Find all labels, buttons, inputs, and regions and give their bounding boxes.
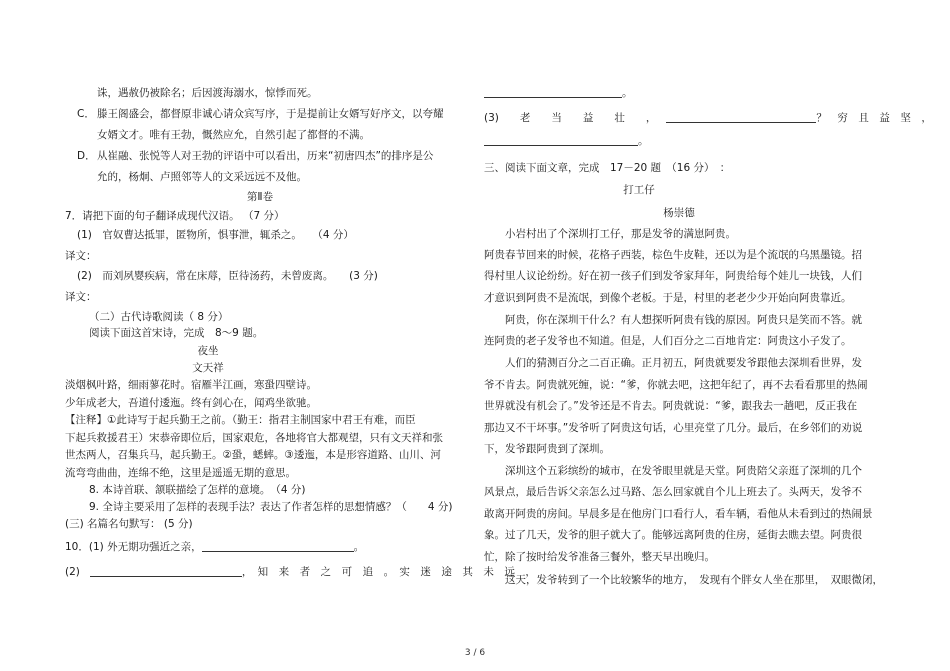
section-2-title: 第Ⅱ卷 bbox=[246, 191, 274, 203]
question-10-2-text: ， 知 来 者 之 可 追 。 实 迷 途 其 未 远 ， bbox=[241, 566, 536, 578]
question-9: 9. 全诗主要采用了怎样的表现手法？表达了作者怎样的思想情感？（ 4 分) bbox=[89, 501, 453, 513]
option-d-line1: 从崔融、张悦等人对王勃的评语中可以看出，历来“初唐四杰”的排序是公 bbox=[97, 150, 434, 162]
paragraph-5-line-4: 象。过了几天，发爷的胆子就大了。能够远离阿贵的住房，延街去瞧去望。阿贵很 bbox=[484, 529, 862, 541]
paragraph-6-line-1: 这天，发爷转到了一个比较繁华的地方， 发现有个胖女人坐在那里， 双眼微闭， bbox=[505, 574, 883, 586]
question-7: 7．请把下面的句子翻译成现代汉语。 （7 分） bbox=[65, 210, 285, 222]
poem-line-1: 淡烟枫叶路，细雨蓼花时。宿雁半江画，寒蛩四壁诗。 bbox=[65, 379, 317, 391]
paragraph-2-line-3: 才意识到阿贵不是流氓，到像个老板。于是，村里的老老少少开始向阿贵靠近。 bbox=[484, 292, 852, 304]
paragraph-3-line-1: 阿贵，你在深圳干什么？有人想探听阿贵有钱的原因。阿贵只是笑而不答。就 bbox=[505, 314, 862, 326]
poem-author: 文天祥 bbox=[192, 362, 224, 374]
answer-blank-continuation[interactable] bbox=[484, 84, 622, 98]
answer-blank-10-1[interactable] bbox=[202, 538, 354, 552]
option-c-label: C． bbox=[77, 108, 95, 120]
annotation-line-3: 世杰两人，召集兵马，起兵勤王。②蛩，蟋蟀。③逶迤，本是形容道路、山川、河 bbox=[65, 449, 441, 461]
article-title: 打工仔 bbox=[623, 184, 655, 196]
paragraph-1: 小岩村出了个深圳打工仔，那是发爷的满崽阿贵。 bbox=[505, 228, 736, 240]
page-number: 3 / 6 bbox=[464, 648, 486, 658]
question-10-1-text: 10．(1) 外无期功强近之亲， bbox=[65, 541, 202, 553]
section-3-heading: (三) 名篇名句默写： (5 分) bbox=[65, 518, 193, 530]
option-d-line2: 允的，杨炯、卢照邻等人的文采远远不及他。 bbox=[97, 171, 307, 183]
paragraph-4-line-2: 爷不肯去。阿贵就死缠，说：“爹，你就去吧，这把年纪了，再不去看看那里的热闹 bbox=[484, 379, 868, 391]
paragraph-5-line-1: 深圳这个五彩缤纷的城市，在发爷眼里就是天堂。阿贵陪父亲逛了深圳的几个 bbox=[505, 465, 862, 477]
paragraph-4-line-1: 人们的猜测百分之二百正确。正月初五，阿贵就要发爷跟他去深圳看世界，发 bbox=[505, 357, 862, 369]
question-10-3-suffix: ？ 穷 且 益 坚 ， bbox=[816, 112, 932, 124]
question-8: 8. 本诗首联、颔联描绘了怎样的意境。 （4 分) bbox=[89, 484, 306, 496]
question-10-2 bbox=[65, 562, 536, 583]
question-10-3-line2 bbox=[484, 131, 649, 152]
poem-title: 夜坐 bbox=[197, 345, 219, 357]
question-10-1-end: 。 bbox=[353, 541, 365, 553]
answer-blank-10-3b[interactable] bbox=[484, 132, 638, 146]
article-author: 杨崇德 bbox=[663, 207, 695, 219]
option-c-line2: 女婿文才。唯有王勃，慨然应允，自然引起了都督的不满。 bbox=[97, 129, 370, 141]
question-7-2-answer-label: 译文： bbox=[65, 291, 97, 303]
question-10-3 bbox=[484, 108, 932, 129]
poem-instructions: 阅读下面这首宋诗，完成 8～9 题。 bbox=[89, 327, 264, 339]
answer-blank-10-3[interactable] bbox=[666, 109, 816, 123]
option-d-label: D． bbox=[77, 150, 96, 162]
paragraph-5-line-5: 忙，除了按时给发爷准备三餐外，整天早出晚归。 bbox=[484, 551, 715, 563]
paragraph-2-line-2: 得村里人议论纷纷。好在初一孩子们到发爷家拜年，阿贵给每个娃儿一块钱，人们 bbox=[484, 270, 862, 282]
paragraph-5-line-2: 风景点，最后告诉父亲怎么过马路、怎么回家就自个儿上班去了。头两天，发爷不 bbox=[484, 486, 862, 498]
question-10-2-number: (2) bbox=[65, 566, 80, 578]
question-10-3-text: (3) 老 当 益 壮 ， bbox=[484, 112, 657, 124]
reading-section-heading: 三、阅读下面文章，完成 17－20 题 （16 分） ： bbox=[484, 162, 731, 174]
option-c-line1: 滕王阁盛会，都督原非诚心请众宾写序，于是提前让女婿写好序文，以夸耀 bbox=[97, 108, 444, 120]
poem-section-heading: （二）古代诗歌阅读（ 8 分） bbox=[89, 311, 229, 323]
paragraph-4-line-4: 那边又不干坏事。”发爷听了阿贵这句话，心里亮堂了几分。最后，在乡邻们的劝说 bbox=[484, 422, 863, 434]
continuation-end: 。 bbox=[622, 87, 633, 99]
option-b-continuation: 诛，遇赦仍被除名；后因渡海溺水，惊悸而死。 bbox=[97, 87, 318, 99]
paragraph-4-line-3: 世界就没有机会了。”发爷还是不肯去。阿贵就说：“爹，跟我去一趟吧，反正我在 bbox=[484, 400, 858, 412]
poem-line-2: 少年成老大，吾道付逶迤。终有剑心在，闻鸡坐欲驰。 bbox=[65, 397, 317, 409]
annotation-line-1: 【注释】①此诗写于起兵勤王之前。（勤王：指君主制国家中君王有难，而臣 bbox=[65, 414, 416, 426]
question-10-3-end: 。 bbox=[638, 135, 649, 147]
question-7-2: (2) 而刘夙婴疾病，常在床蓐，臣待汤药，未曾废离。 (3 分) bbox=[77, 270, 378, 282]
question-7-1: (1) 官奴曹达抵罪，匿物所，惧事泄，辄杀之。 （4 分） bbox=[77, 229, 354, 241]
paragraph-2-line-1: 阿贵春节回来的时候，花格子西装，棕色牛皮鞋，还以为是个流氓的乌黑墨镜。招 bbox=[484, 249, 862, 261]
annotation-line-2: 下起兵救援君王）宋恭帝即位后，国家艰危，各地将官大都观望，只有文天祥和张 bbox=[65, 432, 443, 444]
question-7-1-answer-label: 译文： bbox=[65, 250, 97, 262]
paragraph-3-line-2: 连阿贵的老子发爷也不知道。但是，人们百分之二百地肯定：阿贵这小子发了。 bbox=[484, 335, 852, 347]
question-10-1 bbox=[65, 537, 364, 558]
paragraph-5-line-3: 敢离开阿贵的房间。早晨多是在他房门口看行人，看车辆，看他从未看到过的热闹景 bbox=[484, 508, 873, 520]
continuation-line bbox=[484, 83, 633, 104]
answer-blank-10-2[interactable] bbox=[90, 563, 242, 577]
annotation-line-4: 流弯弯曲曲，连绵不绝，这里是遥遥无期的意思。 bbox=[65, 467, 296, 479]
paragraph-4-line-5: 下，发爷跟阿贵到了深圳。 bbox=[484, 443, 610, 455]
